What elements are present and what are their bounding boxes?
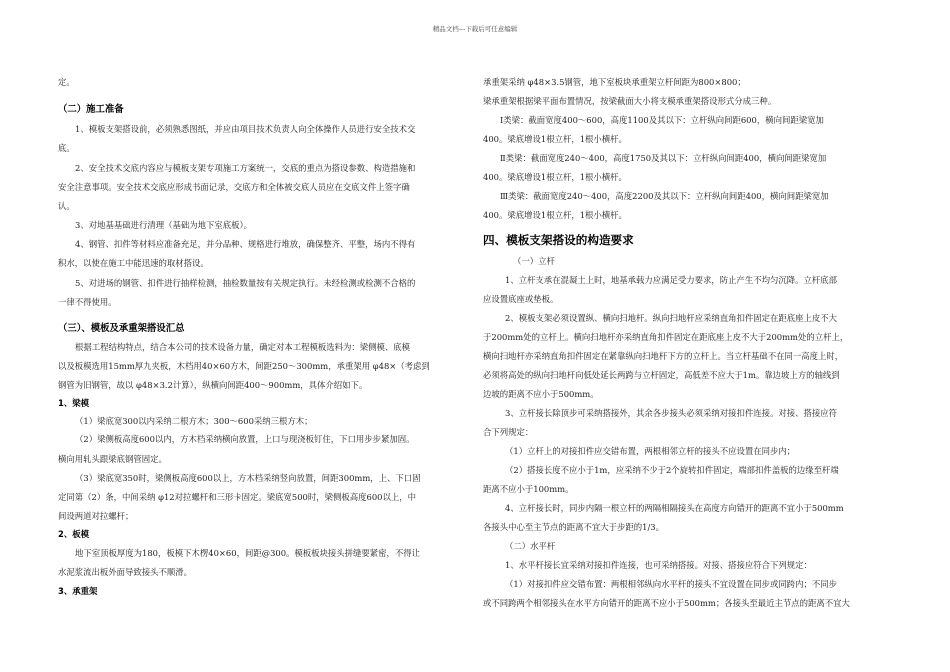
paragraph-line: 400。梁底增设1根立杆，1根小横杆。 [483,134,627,144]
paragraph-line: 各接头中心至主节点的距离不宜大于步距的1/3。 [483,522,664,532]
paragraph-line: （1）对接扣件应交错布置：两根相邻纵向水平杆的接头不宜设置在同步或同跨内；不同步 [505,579,837,589]
subheading-horizontal-bars: （二）水平杆 [505,541,556,551]
paragraph-line: Ⅰ类梁：截面宽度400～600，高度1100及其以下：立杆纵向间距600，横向间距梁宽加 [500,115,824,125]
paragraph-line: 认。 [58,201,75,211]
paragraph-line: 400。梁底增设1根立杆，1根小横杆。 [483,210,627,220]
paragraph-line: Ⅲ类梁：截面宽度240～400，高度2200及其以下：立杆纵向间距400，横向间距梁宽加 [500,191,829,201]
paragraph-line: 梁承重架根据梁平面布置情况，按梁截面大小将支模承重架搭设形式分成三种。 [483,96,777,106]
paragraph-line: 承重架采纳 φ48×3.5钢管，地下室板块承重架立杆间距为800×800； [483,77,746,87]
paragraph-line: 3、立杆接长除顶步可采纳搭接外，其余各步接头必须采纳对接扣件连接。对接、搭接应符 [505,408,837,418]
paragraph-line: 边坡的距离不应小于500mm。 [483,389,599,399]
paragraph-line: 定。 [58,77,75,87]
paragraph-line: 一律不得使用。 [58,297,117,307]
page-header-note: 精品文档---下载后可任意编辑 [432,25,518,33]
section-heading-preparation: （二）施工准备 [58,104,124,115]
paragraph-line: 以及板模选用15mm厚九夹板，木档用40×60方木，间距250～300mm，承重架用 φ48×（考虑到 [58,361,430,371]
subheading-vertical-poles: （一）立杆 [513,256,555,266]
paragraph-line: （3）梁底宽350时，梁侧板高度600以上，方木档采纳竖向放置，间距300mm，上、下口固 [75,473,421,483]
section-heading-formwork-summary: （三）、模板及承重架搭设汇总 [58,323,185,334]
paragraph-line: 底。 [58,143,75,153]
subheading-beam-formwork: 1、梁模 [58,398,89,408]
paragraph-line: 距离不应小于100mm。 [483,484,574,494]
paragraph-line: Ⅱ类梁：截面宽度240～400，高度1750及其以下：立杆纵向间距400，横向间距梁宽加 [500,153,827,163]
paragraph-line: 1、立杆支承在混凝土上时，地基承载力应满足受力要求，防止产生不均匀沉降。立杆底部 [505,275,837,285]
paragraph-line: 必须将高处的纵向扫地杆向低处延长两跨与立杆固定，高低差不应大于1m。靠边坡上方的轴线到 [483,370,840,380]
subheading-support-frame: 3、承重架 [58,586,98,596]
paragraph-line: 水泥浆流出板外面导致接头不顺滑。 [58,567,192,577]
paragraph-line: 横向用轧头跟梁底钢管固定。 [58,454,167,464]
paragraph-line: 或不同跨两个相邻接头在水平方向错开的距离不应小于500mm；各接头至最近主节点的距离不宜大 [483,598,850,608]
paragraph-line: 根据工程结构特点，结合本公司的技术设备力量，确定对本工程模板选料为：梁侧模、底模 [75,342,410,352]
paragraph-line: 3、对地基基础进行清理（基础为地下室底板）。 [75,220,253,230]
paragraph-line: 2、模板支架必须设置纵、横向扫地杆。纵向扫地杆应采纳直角扣件固定在距底座上皮不大 [505,313,837,323]
paragraph-line: （1）立杆上的对接扣件应交错布置，两根相邻立杆的接头不应设置在同步内； [505,446,796,456]
paragraph-line: 于200mm处的立杆上。横向扫地杆亦采纳直角扣件固定在距底座上皮不大于200mm处的立杆上， [483,332,849,342]
paragraph-line: 间设两道对拉螺杆； [58,511,134,521]
paragraph-line: 5、对进场的钢管、扣件进行抽样检测，抽检数量按有关规定执行。未经检测或检测不合格的 [75,278,416,288]
paragraph-line: 4、钢管、扣件等材料应准备充足，并分品种、规格进行堆放，确保整齐、平整，场内不得有 [75,239,416,249]
paragraph-line: 定同第（2）条，中间采纳 φ12对拉螺杆和三形卡固定。梁底宽500时，梁侧板高度600以上，中 [58,492,416,502]
paragraph-line: 2、安全技术交底内容应与模板支架专项施工方案统一，交底的重点为搭设参数、构造措施和 [75,163,416,173]
paragraph-line: 应设置底座或垫板。 [483,294,559,304]
paragraph-line: 1、模板支架搭设前，必须熟悉图纸，并应由项目技术负责人向全体操作人员进行安全技术交 [75,124,416,134]
paragraph-line: 1、水平杆接长宜采纳对接扣件连接，也可采纳搭接。对接、搭接应符合下列规定： [505,560,812,570]
paragraph-line: 积水，以使在施工中能迅速的取材搭设。 [58,258,209,268]
paragraph-line: 安全注意事项。安全技术交底应形成书面记录，交底方和全体被交底人员应在交底文件上签字确 [58,182,410,192]
subheading-slab-formwork: 2、板模 [58,529,89,539]
paragraph-line: （2）搭接长度不应小于1m，应采纳不少于2个旋转扣件固定，端部扣件盖板的边缘至杆端 [505,465,839,475]
paragraph-line: 钢管为旧钢管，故以 φ48×3.2计算），纵横向间距400～900mm，具体介绍如下。 [58,380,368,390]
paragraph-line: （2）梁侧板高度600以内，方木档采纳横向放置，上口与现浇板钉住，下口用步步紧加固。 [75,434,415,444]
paragraph-line: 地下室顶板厚度为180，板模下木楞40×60，间距@300。模板板块接头拼缝要紧密，不得让 [75,548,421,558]
paragraph-line: 400。梁底增设1根立杆，1根小横杆。 [483,172,627,182]
paragraph-line: （1）梁底宽300以内采纳二根方木；300～600采纳三根方木； [75,416,313,426]
paragraph-line: 4、立杆接长时，同步内隔一根立杆的两隔相隔接头在高度方向错开的距离不宜小于500mm [505,503,844,513]
section-heading-construction-requirements: 四、模板支架搭设的构造要求 [483,233,634,247]
paragraph-line: 横向扫地杆亦采纳直角扣件固定在紧靠纵向扫地杆下方的立杆上。当立杆基础不在同一高度上时， [483,351,844,361]
paragraph-line: 合下列规定： [483,427,534,437]
